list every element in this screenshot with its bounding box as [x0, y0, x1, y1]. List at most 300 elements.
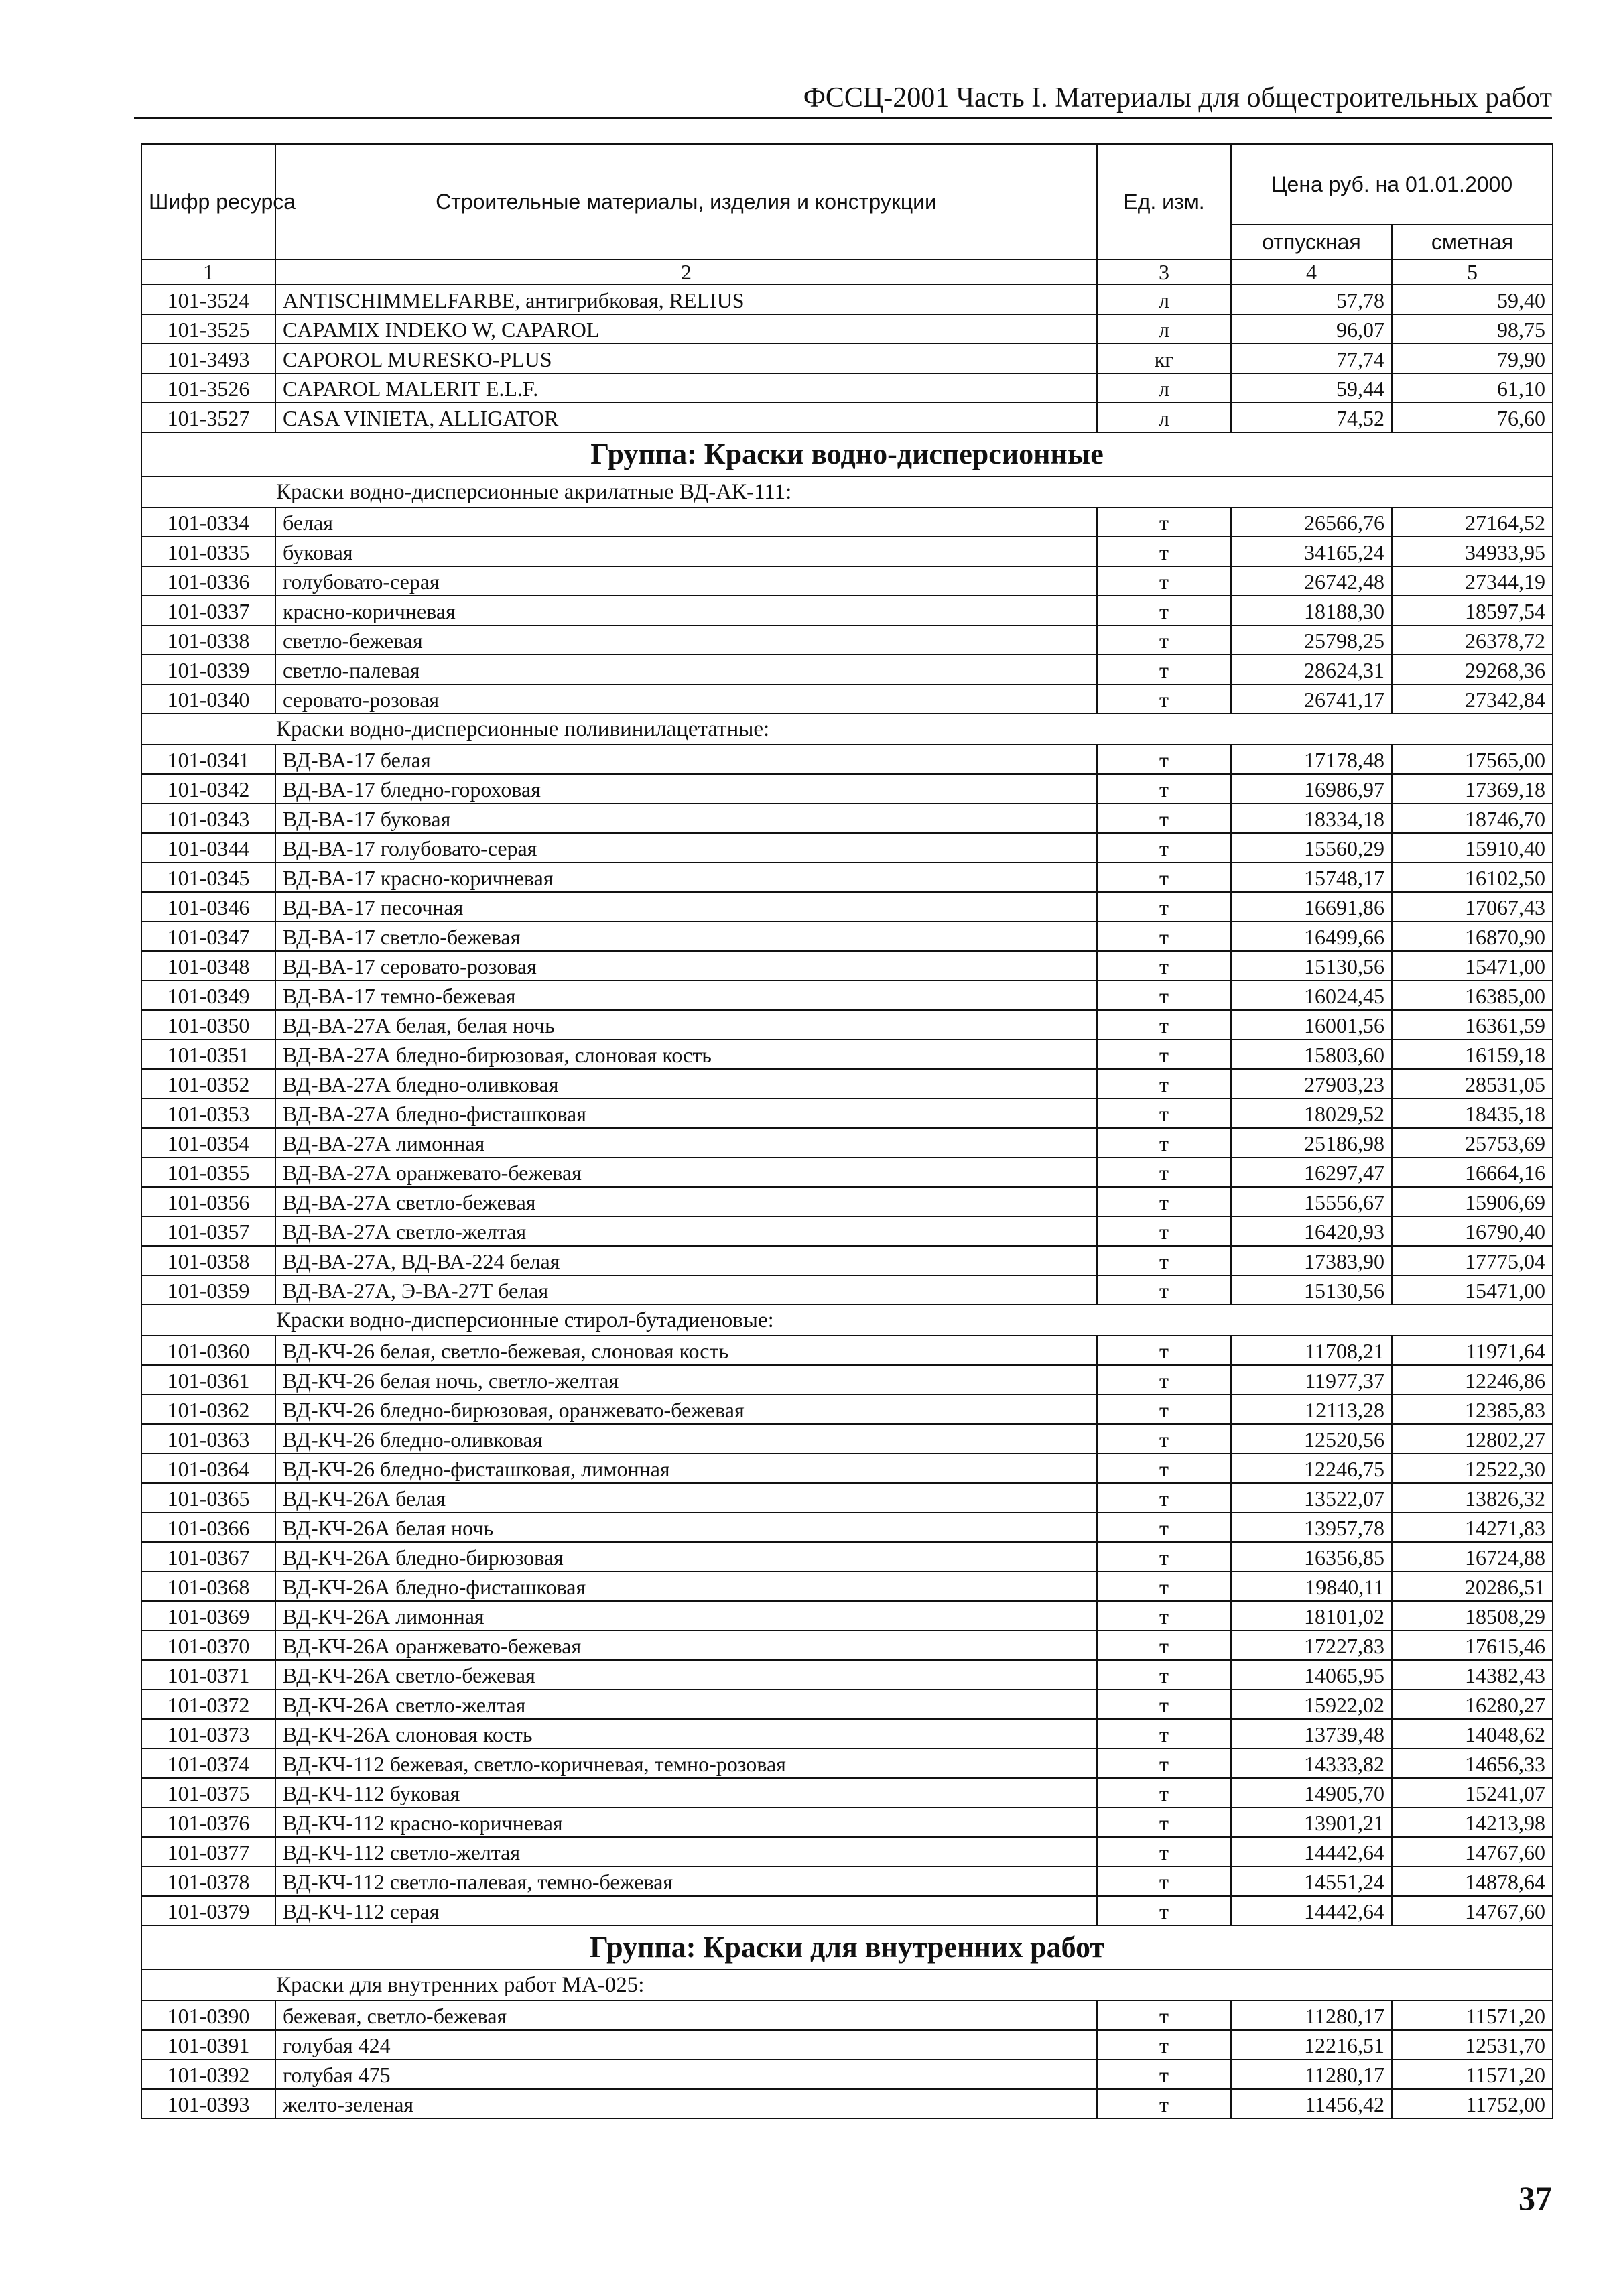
table-row	[141, 833, 1553, 863]
header-release-price: отпускная	[1231, 225, 1392, 259]
release-price: 25798,25	[1231, 625, 1392, 655]
subgroup-row	[141, 1305, 1553, 1336]
release-price: 12520,56	[1231, 1424, 1392, 1454]
table-row	[141, 1039, 1553, 1069]
estimate-price: 14656,33	[1392, 1748, 1553, 1778]
estimate-price: 17565,00	[1392, 745, 1553, 774]
table-row	[141, 863, 1553, 892]
unit: л	[1097, 403, 1231, 432]
release-price: 15560,29	[1231, 833, 1392, 863]
release-price: 15130,56	[1231, 951, 1392, 980]
resource-code: 101-0352	[141, 1069, 275, 1098]
table-row	[141, 980, 1553, 1010]
header-estimate-price: сметная	[1392, 225, 1553, 259]
unit: т	[1097, 1866, 1231, 1896]
material-name: ВД-КЧ-26А светло-желтая	[275, 1689, 1097, 1719]
table-row	[141, 1631, 1553, 1660]
material-name: CAPAMIX INDEKO W, CAPAROL	[275, 314, 1097, 344]
release-price: 18334,18	[1231, 804, 1392, 833]
unit: т	[1097, 1572, 1231, 1601]
release-price: 12113,28	[1231, 1395, 1392, 1424]
table-row	[141, 1246, 1553, 1275]
unit: кг	[1097, 344, 1231, 373]
estimate-price: 17369,18	[1392, 774, 1553, 804]
release-price: 26741,17	[1231, 684, 1392, 714]
estimate-price: 98,75	[1392, 314, 1553, 344]
unit: л	[1097, 314, 1231, 344]
material-name: ВД-ВА-17 бледно-гороховая	[275, 774, 1097, 804]
material-name: ВД-ВА-27А светло-желтая	[275, 1216, 1097, 1246]
resource-code: 101-0361	[141, 1365, 275, 1395]
table-row	[141, 892, 1553, 921]
estimate-price: 15910,40	[1392, 833, 1553, 863]
resource-code: 101-0372	[141, 1689, 275, 1719]
table-row	[141, 1572, 1553, 1601]
release-price: 17227,83	[1231, 1631, 1392, 1660]
header-code: Шифр ресурса	[141, 144, 275, 259]
estimate-price: 16361,59	[1392, 1010, 1553, 1039]
unit: т	[1097, 1837, 1231, 1866]
unit: т	[1097, 1542, 1231, 1572]
release-price: 12246,75	[1231, 1454, 1392, 1483]
estimate-price: 79,90	[1392, 344, 1553, 373]
estimate-price: 25753,69	[1392, 1128, 1553, 1157]
material-name: голубая 424	[275, 2030, 1097, 2059]
unit: т	[1097, 1365, 1231, 1395]
material-name: CAPAROL MALERIT E.L.F.	[275, 373, 1097, 403]
unit: т	[1097, 1395, 1231, 1424]
table-row	[141, 1778, 1553, 1807]
unit: т	[1097, 833, 1231, 863]
unit: т	[1097, 1275, 1231, 1305]
unit: т	[1097, 1689, 1231, 1719]
table-row	[141, 1336, 1553, 1365]
material-name: ВД-ВА-27А светло-бежевая	[275, 1187, 1097, 1216]
material-name: светло-бежевая	[275, 625, 1097, 655]
table-row	[141, 373, 1553, 403]
release-price: 16499,66	[1231, 921, 1392, 951]
material-name: ВД-КЧ-26А белая	[275, 1483, 1097, 1513]
estimate-price: 13826,32	[1392, 1483, 1553, 1513]
table-row	[141, 1454, 1553, 1483]
release-price: 25186,98	[1231, 1128, 1392, 1157]
unit: т	[1097, 1010, 1231, 1039]
resource-code: 101-0336	[141, 566, 275, 596]
resource-code: 101-0341	[141, 745, 275, 774]
resource-code: 101-0368	[141, 1572, 275, 1601]
release-price: 14065,95	[1231, 1660, 1392, 1689]
estimate-price: 12802,27	[1392, 1424, 1553, 1454]
material-name: ВД-КЧ-26 бледно-оливковая	[275, 1424, 1097, 1454]
resource-code: 101-3493	[141, 344, 275, 373]
material-name: ВД-КЧ-112 серая	[275, 1896, 1097, 1925]
estimate-price: 26378,72	[1392, 625, 1553, 655]
resource-code: 101-0347	[141, 921, 275, 951]
resource-code: 101-0357	[141, 1216, 275, 1246]
release-price: 11280,17	[1231, 2000, 1392, 2030]
unit: т	[1097, 1660, 1231, 1689]
release-price: 19840,11	[1231, 1572, 1392, 1601]
resource-code: 101-0356	[141, 1187, 275, 1216]
subgroup-heading: Краски водно-дисперсионные стирол-бутадиеновые:	[141, 1305, 1553, 1336]
table-row	[141, 537, 1553, 566]
resource-code: 101-0348	[141, 951, 275, 980]
table-row	[141, 1483, 1553, 1513]
estimate-price: 28531,05	[1392, 1069, 1553, 1098]
release-price: 96,07	[1231, 314, 1392, 344]
material-name: белая	[275, 507, 1097, 537]
resource-code: 101-0360	[141, 1336, 275, 1365]
unit: т	[1097, 1246, 1231, 1275]
release-price: 14442,64	[1231, 1837, 1392, 1866]
resource-code: 101-0350	[141, 1010, 275, 1039]
material-name: серовато-розовая	[275, 684, 1097, 714]
unit: т	[1097, 1896, 1231, 1925]
release-price: 17383,90	[1231, 1246, 1392, 1275]
unit: т	[1097, 1187, 1231, 1216]
unit: т	[1097, 2030, 1231, 2059]
estimate-price: 76,60	[1392, 403, 1553, 432]
material-name: ВД-ВА-27А бледно-оливковая	[275, 1069, 1097, 1098]
table-row	[141, 1866, 1553, 1896]
resource-code: 101-0362	[141, 1395, 275, 1424]
estimate-price: 11752,00	[1392, 2089, 1553, 2118]
table-row	[141, 921, 1553, 951]
resource-code: 101-0390	[141, 2000, 275, 2030]
estimate-price: 11571,20	[1392, 2059, 1553, 2089]
unit: т	[1097, 745, 1231, 774]
estimate-price: 18746,70	[1392, 804, 1553, 833]
resource-code: 101-0343	[141, 804, 275, 833]
release-price: 77,74	[1231, 344, 1392, 373]
release-price: 18188,30	[1231, 596, 1392, 625]
resource-code: 101-3525	[141, 314, 275, 344]
estimate-price: 16724,88	[1392, 1542, 1553, 1572]
resource-code: 101-0378	[141, 1866, 275, 1896]
table-row	[141, 1424, 1553, 1454]
estimate-price: 17067,43	[1392, 892, 1553, 921]
unit: т	[1097, 1513, 1231, 1542]
material-name: ВД-ВА-27А, ВД-ВА-224 белая	[275, 1246, 1097, 1275]
estimate-price: 27344,19	[1392, 566, 1553, 596]
subgroup-heading: Краски водно-дисперсионные акрилатные ВД-АК-111:	[141, 476, 1553, 507]
table-row	[141, 1157, 1553, 1187]
subgroup-row	[141, 476, 1553, 507]
estimate-price: 12246,86	[1392, 1365, 1553, 1395]
table-row	[141, 2030, 1553, 2059]
resource-code: 101-0367	[141, 1542, 275, 1572]
estimate-price: 12385,83	[1392, 1395, 1553, 1424]
table-row	[141, 1601, 1553, 1631]
release-price: 26742,48	[1231, 566, 1392, 596]
resource-code: 101-0365	[141, 1483, 275, 1513]
resource-code: 101-0393	[141, 2089, 275, 2118]
estimate-price: 12531,70	[1392, 2030, 1553, 2059]
material-name: ВД-ВА-17 серовато-розовая	[275, 951, 1097, 980]
unit: т	[1097, 537, 1231, 566]
estimate-price: 14048,62	[1392, 1719, 1553, 1748]
material-name: ВД-КЧ-112 буковая	[275, 1778, 1097, 1807]
release-price: 15556,67	[1231, 1187, 1392, 1216]
estimate-price: 18435,18	[1392, 1098, 1553, 1128]
unit: л	[1097, 373, 1231, 403]
material-name: ВД-КЧ-112 красно-коричневая	[275, 1807, 1097, 1837]
resource-code: 101-0345	[141, 863, 275, 892]
estimate-price: 12522,30	[1392, 1454, 1553, 1483]
estimate-price: 17775,04	[1392, 1246, 1553, 1275]
release-price: 16024,45	[1231, 980, 1392, 1010]
release-price: 57,78	[1231, 285, 1392, 314]
release-price: 18101,02	[1231, 1601, 1392, 1631]
release-price: 16297,47	[1231, 1157, 1392, 1187]
unit: т	[1097, 2089, 1231, 2118]
table-row	[141, 1216, 1553, 1246]
table-row	[141, 655, 1553, 684]
material-name: ВД-КЧ-112 светло-желтая	[275, 1837, 1097, 1866]
unit: т	[1097, 951, 1231, 980]
unit: т	[1097, 1336, 1231, 1365]
estimate-price: 14767,60	[1392, 1837, 1553, 1866]
table-row	[141, 1098, 1553, 1128]
unit: т	[1097, 1128, 1231, 1157]
unit: т	[1097, 1098, 1231, 1128]
unit: л	[1097, 285, 1231, 314]
estimate-price: 14213,98	[1392, 1807, 1553, 1837]
unit: т	[1097, 2059, 1231, 2089]
price-table	[141, 143, 1553, 2119]
estimate-price: 14382,43	[1392, 1660, 1553, 1689]
material-name: ВД-КЧ-26А лимонная	[275, 1601, 1097, 1631]
group-heading-row	[141, 432, 1553, 476]
table-row	[141, 2089, 1553, 2118]
material-name: ВД-КЧ-26А оранжевато-бежевая	[275, 1631, 1097, 1660]
unit: т	[1097, 1454, 1231, 1483]
unit: т	[1097, 1748, 1231, 1778]
unit: т	[1097, 625, 1231, 655]
subgroup-heading: Краски водно-дисперсионные поливинилацетатные:	[141, 714, 1553, 745]
resource-code: 101-0346	[141, 892, 275, 921]
unit: т	[1097, 863, 1231, 892]
table-row	[141, 1542, 1553, 1572]
material-name: ВД-КЧ-26А слоновая кость	[275, 1719, 1097, 1748]
resource-code: 101-0363	[141, 1424, 275, 1454]
table-row	[141, 684, 1553, 714]
resource-code: 101-0354	[141, 1128, 275, 1157]
release-price: 14551,24	[1231, 1866, 1392, 1896]
release-price: 15922,02	[1231, 1689, 1392, 1719]
material-name: ВД-ВА-27А оранжевато-бежевая	[275, 1157, 1097, 1187]
unit: т	[1097, 774, 1231, 804]
release-price: 11708,21	[1231, 1336, 1392, 1365]
unit: т	[1097, 1778, 1231, 1807]
material-name: ВД-КЧ-112 светло-палевая, темно-бежевая	[275, 1866, 1097, 1896]
estimate-price: 15471,00	[1392, 1275, 1553, 1305]
material-name: ВД-КЧ-26 белая, светло-бежевая, слоновая кость	[275, 1336, 1097, 1365]
estimate-price: 16790,40	[1392, 1216, 1553, 1246]
estimate-price: 29268,36	[1392, 655, 1553, 684]
resource-code: 101-0351	[141, 1039, 275, 1069]
unit: т	[1097, 684, 1231, 714]
release-price: 14333,82	[1231, 1748, 1392, 1778]
column-number: 5	[1392, 259, 1553, 285]
table-row	[141, 285, 1553, 314]
resource-code: 101-0369	[141, 1601, 275, 1631]
material-name: буковая	[275, 537, 1097, 566]
estimate-price: 18508,29	[1392, 1601, 1553, 1631]
resource-code: 101-0374	[141, 1748, 275, 1778]
unit: т	[1097, 2000, 1231, 2030]
resource-code: 101-0366	[141, 1513, 275, 1542]
unit: т	[1097, 1807, 1231, 1837]
unit: т	[1097, 892, 1231, 921]
column-number: 1	[141, 259, 275, 285]
resource-code: 101-0337	[141, 596, 275, 625]
resource-code: 101-0376	[141, 1807, 275, 1837]
unit: т	[1097, 655, 1231, 684]
unit: т	[1097, 596, 1231, 625]
release-price: 13901,21	[1231, 1807, 1392, 1837]
estimate-price: 11571,20	[1392, 2000, 1553, 2030]
table-row	[141, 774, 1553, 804]
table-row	[141, 745, 1553, 774]
table-row	[141, 951, 1553, 980]
subgroup-row	[141, 1970, 1553, 2000]
release-price: 16986,97	[1231, 774, 1392, 804]
table-row	[141, 566, 1553, 596]
table-row	[141, 403, 1553, 432]
estimate-price: 27164,52	[1392, 507, 1553, 537]
resource-code: 101-0379	[141, 1896, 275, 1925]
release-price: 27903,23	[1231, 1069, 1392, 1098]
release-price: 15748,17	[1231, 863, 1392, 892]
estimate-price: 20286,51	[1392, 1572, 1553, 1601]
material-name: ВД-ВА-27А лимонная	[275, 1128, 1097, 1157]
release-price: 15803,60	[1231, 1039, 1392, 1069]
unit: т	[1097, 1424, 1231, 1454]
release-price: 16001,56	[1231, 1010, 1392, 1039]
resource-code: 101-3526	[141, 373, 275, 403]
material-name: красно-коричневая	[275, 596, 1097, 625]
table-row	[141, 1689, 1553, 1719]
estimate-price: 15906,69	[1392, 1187, 1553, 1216]
resource-code: 101-0339	[141, 655, 275, 684]
estimate-price: 59,40	[1392, 285, 1553, 314]
estimate-price: 14271,83	[1392, 1513, 1553, 1542]
material-name: ВД-КЧ-26А бледно-бирюзовая	[275, 1542, 1097, 1572]
resource-code: 101-0391	[141, 2030, 275, 2059]
estimate-price: 15471,00	[1392, 951, 1553, 980]
release-price: 74,52	[1231, 403, 1392, 432]
material-name: CASA VINIETA, ALLIGATOR	[275, 403, 1097, 432]
release-price: 16691,86	[1231, 892, 1392, 921]
table-row	[141, 596, 1553, 625]
unit: т	[1097, 566, 1231, 596]
table-row	[141, 804, 1553, 833]
unit: т	[1097, 804, 1231, 833]
table-row	[141, 2059, 1553, 2089]
column-number: 4	[1231, 259, 1392, 285]
resource-code: 101-0344	[141, 833, 275, 863]
material-name: ВД-КЧ-26А белая ночь	[275, 1513, 1097, 1542]
material-name: ВД-ВА-27А бледно-бирюзовая, слоновая кость	[275, 1039, 1097, 1069]
table-row	[141, 507, 1553, 537]
resource-code: 101-0364	[141, 1454, 275, 1483]
table-row	[141, 1365, 1553, 1395]
table-row	[141, 1275, 1553, 1305]
resource-code: 101-0375	[141, 1778, 275, 1807]
resource-code: 101-0370	[141, 1631, 275, 1660]
material-name: ВД-ВА-17 песочная	[275, 892, 1097, 921]
table-row	[141, 1748, 1553, 1778]
material-name: CAPOROL MURESKO-PLUS	[275, 344, 1097, 373]
release-price: 11280,17	[1231, 2059, 1392, 2089]
page-header: ФССЦ-2001 Часть I. Материалы для общестроительных работ	[803, 82, 1552, 113]
resource-code: 101-0359	[141, 1275, 275, 1305]
estimate-price: 11971,64	[1392, 1336, 1553, 1365]
release-price: 16420,93	[1231, 1216, 1392, 1246]
unit: т	[1097, 1157, 1231, 1187]
material-name: ВД-ВА-17 буковая	[275, 804, 1097, 833]
material-name: голубовато-серая	[275, 566, 1097, 596]
release-price: 13522,07	[1231, 1483, 1392, 1513]
estimate-price: 16280,27	[1392, 1689, 1553, 1719]
resource-code: 101-0353	[141, 1098, 275, 1128]
resource-code: 101-0392	[141, 2059, 275, 2089]
estimate-price: 16159,18	[1392, 1039, 1553, 1069]
release-price: 26566,76	[1231, 507, 1392, 537]
unit: т	[1097, 1039, 1231, 1069]
estimate-price: 61,10	[1392, 373, 1553, 403]
release-price: 34165,24	[1231, 537, 1392, 566]
release-price: 13957,78	[1231, 1513, 1392, 1542]
release-price: 17178,48	[1231, 745, 1392, 774]
table-row	[141, 2000, 1553, 2030]
estimate-price: 16870,90	[1392, 921, 1553, 951]
resource-code: 101-0371	[141, 1660, 275, 1689]
resource-code: 101-0340	[141, 684, 275, 714]
group-heading: Группа: Краски водно-дисперсионные	[141, 432, 1553, 476]
estimate-price: 14767,60	[1392, 1896, 1553, 1925]
material-name: светло-палевая	[275, 655, 1097, 684]
table-body	[141, 285, 1553, 2118]
material-name: ANTISCHIMMELFARBE, антигрибковая, RELIUS	[275, 285, 1097, 314]
estimate-price: 16664,16	[1392, 1157, 1553, 1187]
header-name: Строительные материалы, изделия и конструкции	[275, 144, 1097, 259]
resource-code: 101-0373	[141, 1719, 275, 1748]
resource-code: 101-0349	[141, 980, 275, 1010]
material-name: ВД-ВА-17 темно-бежевая	[275, 980, 1097, 1010]
table-row	[141, 1128, 1553, 1157]
column-number: 3	[1097, 259, 1231, 285]
material-name: ВД-КЧ-26А бледно-фисташковая	[275, 1572, 1097, 1601]
table-row	[141, 344, 1553, 373]
resource-code: 101-3527	[141, 403, 275, 432]
resource-code: 101-0377	[141, 1837, 275, 1866]
material-name: ВД-КЧ-26А светло-бежевая	[275, 1660, 1097, 1689]
estimate-price: 14878,64	[1392, 1866, 1553, 1896]
release-price: 12216,51	[1231, 2030, 1392, 2059]
release-price: 16356,85	[1231, 1542, 1392, 1572]
unit: т	[1097, 1069, 1231, 1098]
table-row	[141, 625, 1553, 655]
column-number-row	[141, 259, 1553, 285]
group-heading-row	[141, 1925, 1553, 1970]
table-row	[141, 1187, 1553, 1216]
unit: т	[1097, 1216, 1231, 1246]
material-name: ВД-ВА-17 красно-коричневая	[275, 863, 1097, 892]
header-price: Цена руб. на 01.01.2000	[1231, 144, 1553, 225]
resource-code: 101-0334	[141, 507, 275, 537]
